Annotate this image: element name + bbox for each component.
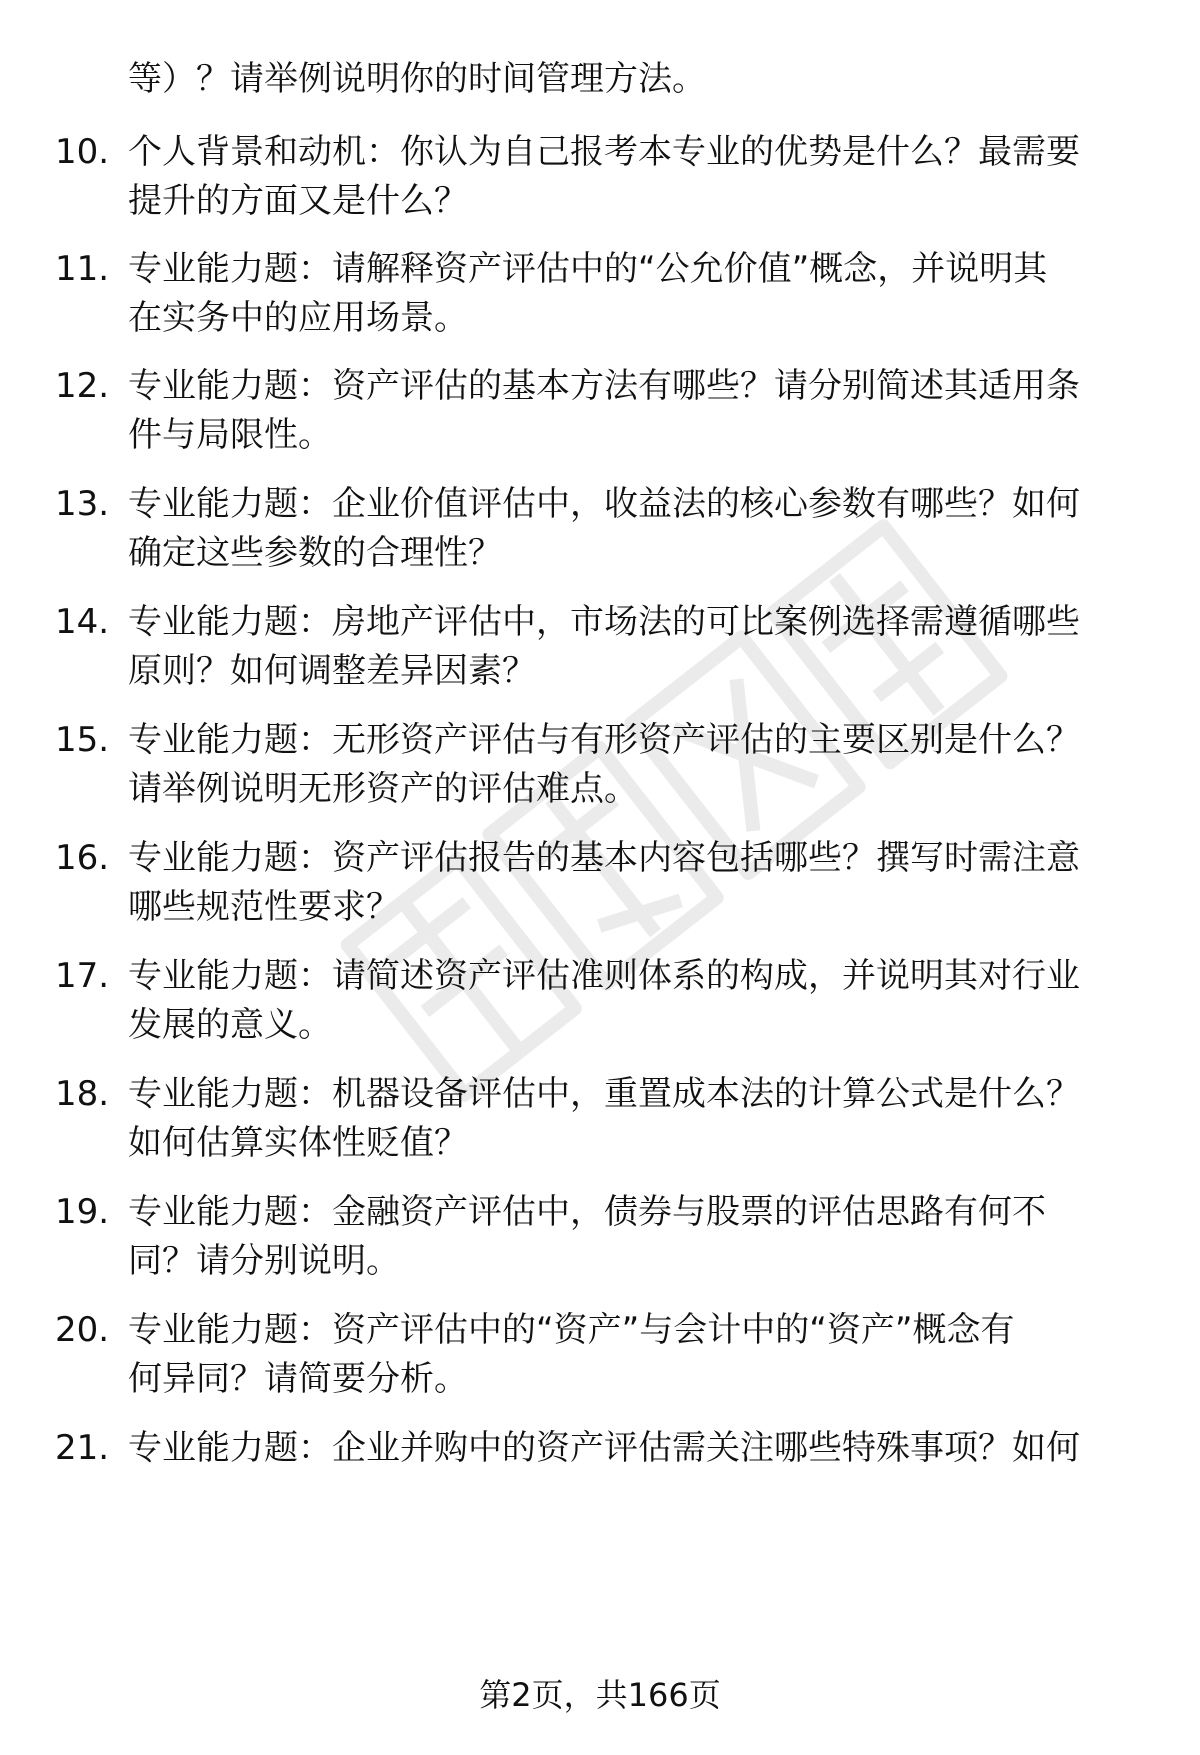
item-line: 专业能力题：请简述资产评估准则体系的构成，并说明其对行业 [128, 956, 1080, 996]
item-line: 哪些规范性要求？ [128, 887, 400, 927]
item-line: 个人背景和动机：你认为自己报考本专业的优势是什么？最需要 [128, 132, 1080, 172]
item-line: 专业能力题：房地产评估中，市场法的可比案例选择需遵循哪些 [128, 602, 1080, 642]
page-number: 第2页，共166页 [479, 1676, 721, 1714]
item-number: 12. [55, 366, 110, 406]
item-line: 确定这些参数的合理性？ [128, 533, 502, 573]
item-line: 专业能力题：请解释资产评估中的“公允价值”概念，并说明其 [128, 249, 1048, 289]
item-line: 专业能力题：金融资产评估中，债券与股票的评估思路有何不 [128, 1192, 1046, 1232]
item-line: 专业能力题：企业价值评估中，收益法的核心参数有哪些？如何 [128, 484, 1080, 524]
item-number: 17. [55, 956, 110, 996]
item-number: 16. [55, 838, 110, 878]
item-line: 专业能力题：无形资产评估与有形资产评估的主要区别是什么？ [128, 720, 1080, 760]
item-line: 专业能力题：企业并购中的资产评估需关注哪些特殊事项？如何 [128, 1428, 1080, 1468]
item-line: 请举例说明无形资产的评估难点。 [128, 769, 638, 809]
item-number: 11. [55, 249, 110, 289]
item-line: 发展的意义。 [128, 1005, 332, 1045]
item-number: 14. [55, 602, 110, 642]
item-line: 专业能力题：资产评估报告的基本内容包括哪些？撰写时需注意 [128, 838, 1080, 878]
item-line: 等）？请举例说明你的时间管理方法。 [128, 59, 706, 99]
item-number: 15. [55, 720, 110, 760]
item-line: 原则？如何调整差异因素？ [128, 651, 536, 691]
item-number: 10. [55, 132, 110, 172]
item-line: 何异同？请简要分析。 [128, 1359, 468, 1399]
item-line: 同？请分别说明。 [128, 1241, 400, 1281]
item-line: 专业能力题：资产评估的基本方法有哪些？请分别简述其适用条 [128, 366, 1080, 406]
item-number: 18. [55, 1074, 110, 1114]
item-line: 如何估算实体性贬值？ [128, 1123, 468, 1163]
item-line: 专业能力题：资产评估中的“资产”与会计中的“资产”概念有 [128, 1310, 1015, 1350]
item-line: 提升的方面又是什么？ [128, 181, 468, 221]
item-line: 件与局限性。 [128, 415, 332, 455]
item-number: 21. [55, 1428, 110, 1468]
item-number: 20. [55, 1310, 110, 1350]
item-number: 13. [55, 484, 110, 524]
item-line: 专业能力题：机器设备评估中，重置成本法的计算公式是什么？ [128, 1074, 1080, 1114]
item-line: 在实务中的应用场景。 [128, 298, 468, 338]
item-number: 19. [55, 1192, 110, 1232]
